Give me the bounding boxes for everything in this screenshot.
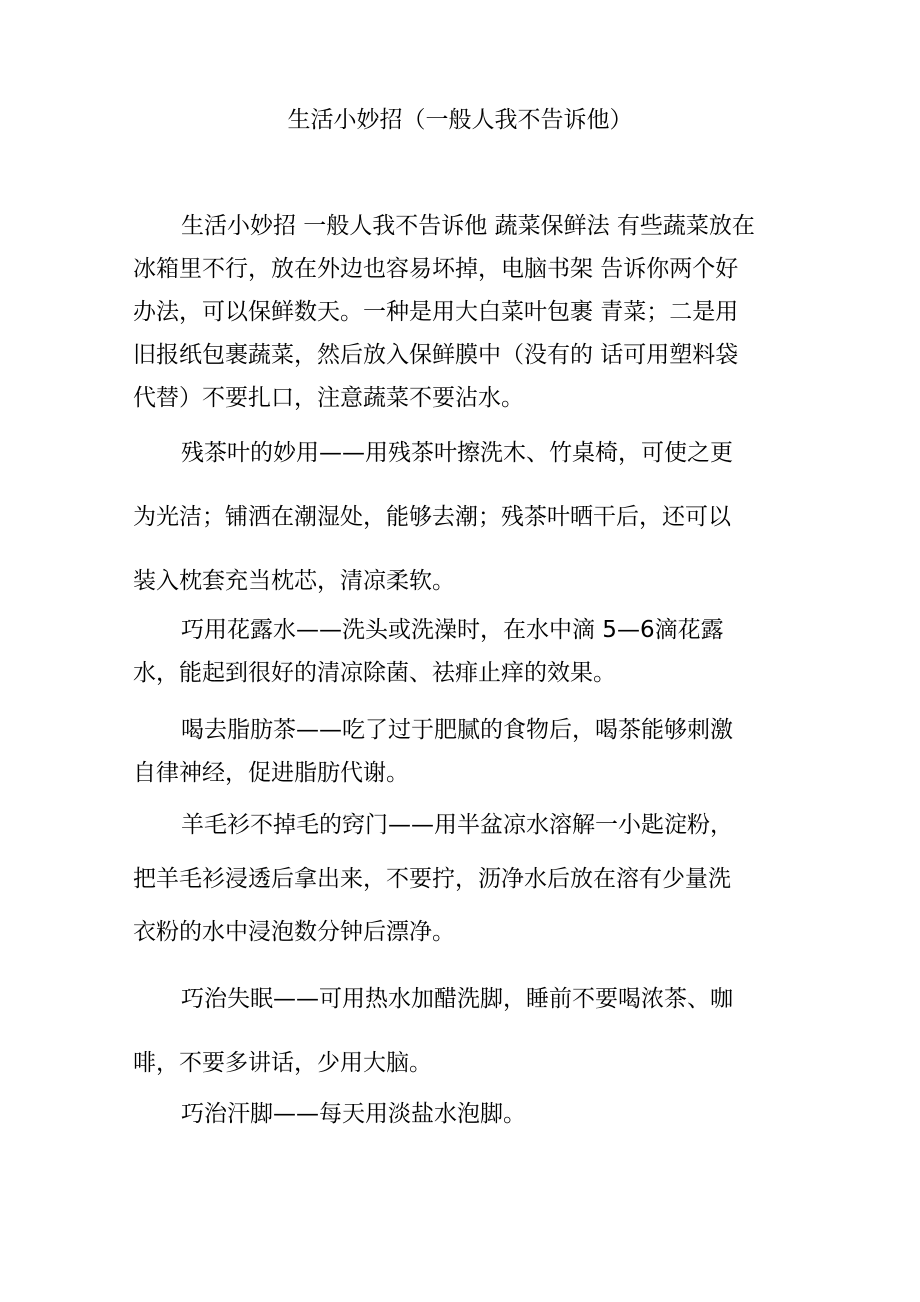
document-title: 生活小妙招（一般人我不告诉他） [287,107,633,133]
paragraph-line: 自律神经，促进脂肪代谢。 [133,760,409,786]
paragraph-sweaty-feet [133,1093,803,1136]
paragraph-line: 巧用花露水——洗头或洗澡时，在水中滴 5—6滴花露 [181,617,724,643]
paragraph-wool-sweater [133,804,803,954]
paragraph-floral-water [133,609,803,695]
paragraph-line: 生活小妙招 一般人我不告诉他 蔬菜保鲜法 有些蔬菜放在 [181,213,755,239]
paragraph-line: 旧报纸包裹蔬菜，然后放入保鲜膜中（没有的 话可用塑料袋 [133,342,739,368]
paragraph-line: 残茶叶的妙用——用残茶叶擦洗木、竹桌椅，可使之更 [181,440,733,466]
paragraph-insomnia [133,967,803,1095]
paragraph-line: 把羊毛衫浸透后拿出来，不要拧，沥净水后放在溶有少量洗 [133,866,731,892]
paragraph-line: 代替）不要扎口，注意蔬菜不要沾水。 [133,385,524,411]
paragraph-line: 喝去脂肪茶——吃了过于肥腻的食物后，喝茶能够刺激 [181,717,733,743]
paragraph-fat-tea [133,709,803,795]
paragraph-line: 巧治汗脚——每天用淡盐水泡脚。 [181,1101,526,1127]
paragraph-tea-leaves [133,421,803,613]
paragraph-line: 羊毛衫不掉毛的窍门——用半盆凉水溶解一小匙淀粉， [181,812,733,838]
paragraph-vegetable-preservation [133,205,803,420]
paragraph-line: 冰箱里不行，放在外边也容易坏掉，电脑书架 告诉你两个好 [133,256,739,282]
paragraph-line: 水，能起到很好的清凉除菌、祛痱止痒的效果。 [133,660,616,686]
paragraph-line: 衣粉的水中浸泡数分钟后漂净。 [133,919,455,945]
paragraph-line: 为光洁；铺洒在潮湿处，能够去潮；残茶叶晒干后，还可以 [133,504,731,530]
paragraph-line: 办法，可以保鲜数天。一种是用大白菜叶包裹 青菜；二是用 [133,299,739,325]
paragraph-line: 装入枕套充当枕芯，清凉柔软。 [133,568,455,594]
paragraph-line: 啡，不要多讲话，少用大脑。 [133,1050,432,1076]
paragraph-line: 巧治失眠——可用热水加醋洗脚，睡前不要喝浓茶、咖 [181,986,733,1012]
